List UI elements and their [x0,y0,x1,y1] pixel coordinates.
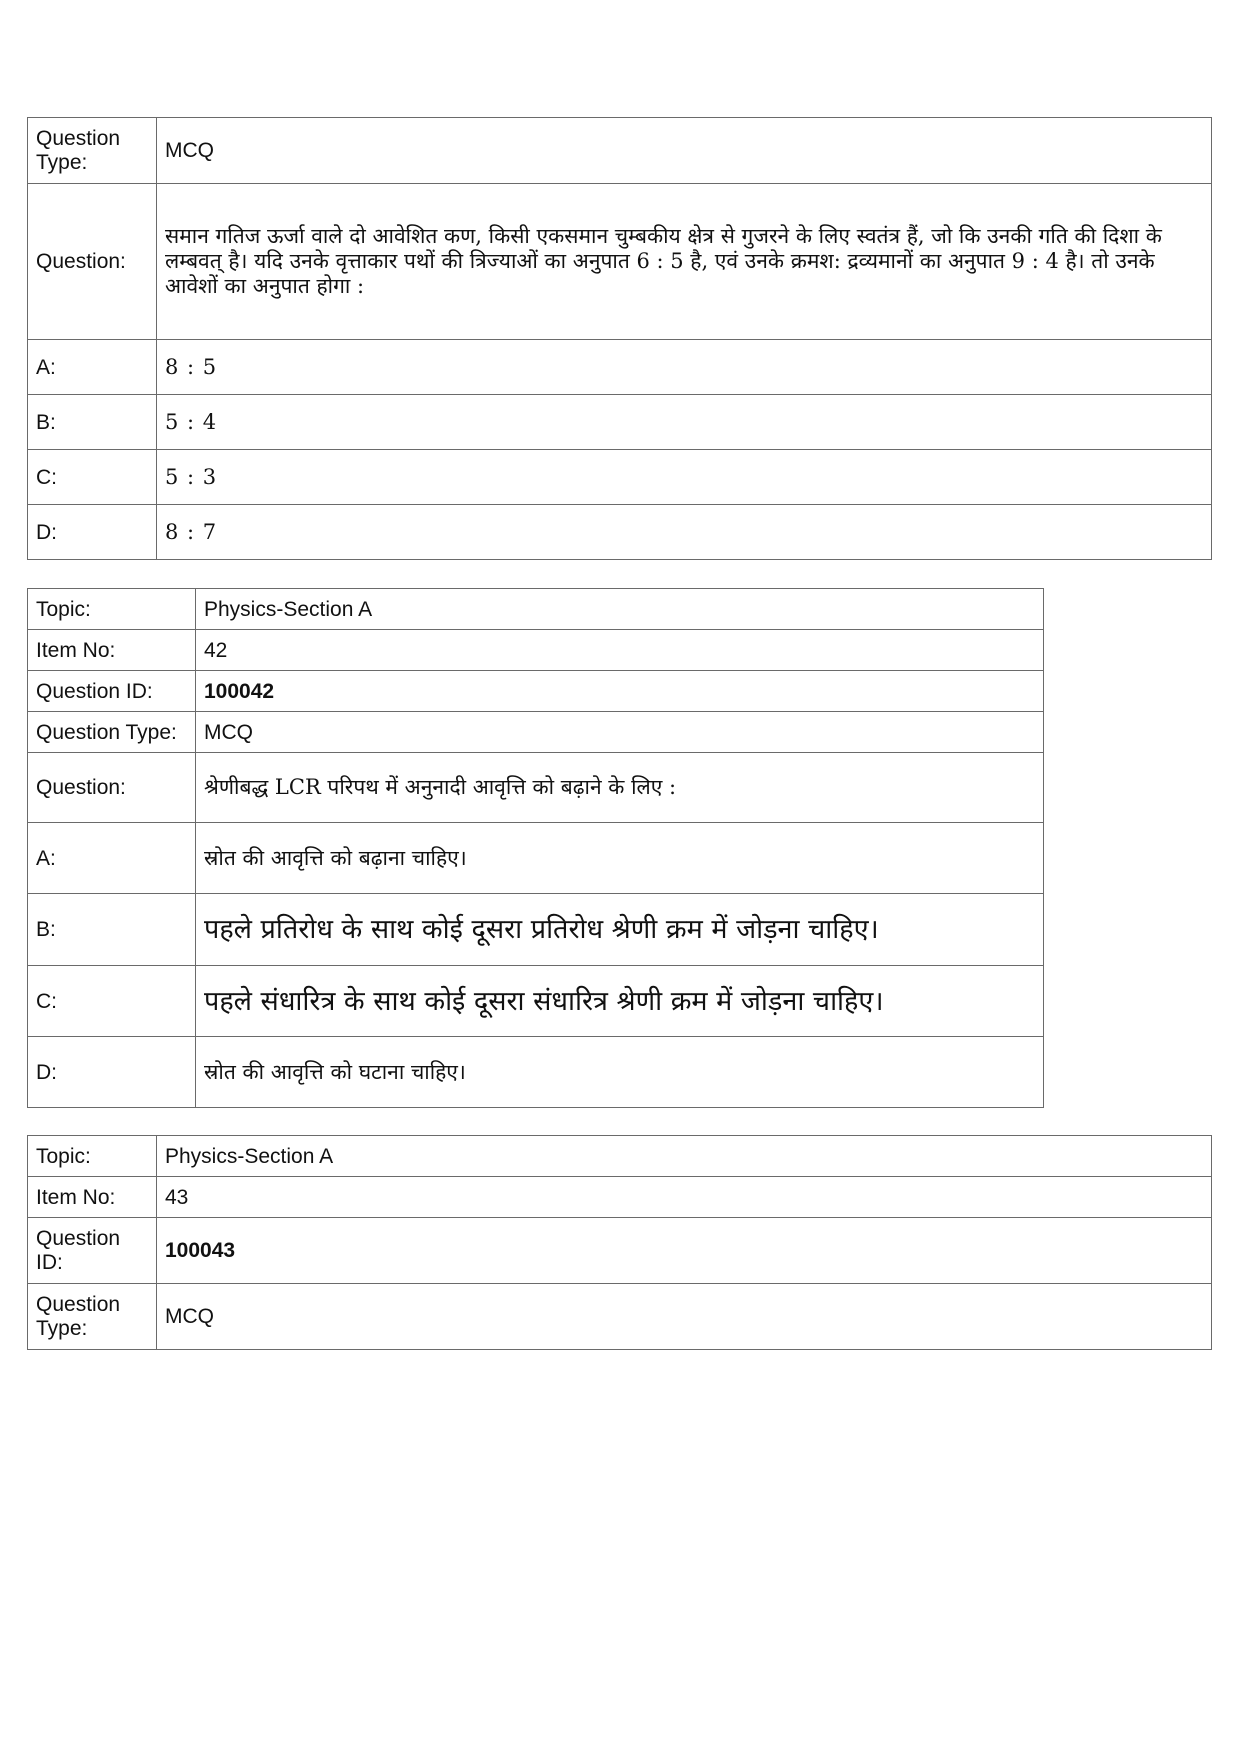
option-row-b [28,395,1212,450]
question-id-row [28,671,1044,712]
item-no-label: Item No: [28,1177,157,1218]
topic-label: Topic: [28,589,196,630]
question-row [28,753,1044,823]
question-text: समान गतिज ऊर्जा वाले दो आवेशित कण, किसी एकसमान चुम्बकीय क्षेत्र से गुजरने के लिए स्वतंत्र हैं, जो कि उनकी गति की दिशा के लम्बवत् है। यदि उनके वृत्ताकार पथों की त्रिज्याओं का अनुपात 6 : 5 है, एवं उनके क्रमश: द्रव्यमानों का अनुपात 9 : 4 है। तो उनके आवेशों का अनुपात होगा : [157,184,1212,340]
option-a-text: स्रोत की आवृत्ति को बढ़ाना चाहिए। [196,823,1044,894]
question-id-value: 100042 [196,671,1044,712]
question-type-value: MCQ [157,1284,1212,1350]
option-c-text: पहले संधारित्र के साथ कोई दूसरा संधारित्र श्रेणी क्रम में जोड़ना चाहिए। [196,966,1044,1037]
question-row [28,184,1212,340]
question-id-value: 100043 [157,1218,1212,1284]
topic-label: Topic: [28,1136,157,1177]
option-c-label: C: [28,450,157,505]
option-row-c [28,966,1044,1037]
question-id-row [28,1218,1212,1284]
option-row-c [28,450,1212,505]
option-b-text: 5 : 4 [157,395,1212,450]
question-table-41 [27,117,1212,560]
option-row-d [28,1037,1044,1108]
question-type-label: Question Type: [28,712,196,753]
topic-value: Physics-Section A [196,589,1044,630]
question-type-value: MCQ [157,118,1212,184]
topic-row [28,1136,1212,1177]
question-type-row [28,1284,1212,1350]
option-d-text: स्रोत की आवृत्ति को घटाना चाहिए। [196,1037,1044,1108]
option-a-label: A: [28,340,157,395]
question-type-row [28,118,1212,184]
option-row-b [28,894,1044,966]
topic-row [28,589,1044,630]
question-text: श्रेणीबद्ध LCR परिपथ में अनुनादी आवृत्ति को बढ़ाने के लिए : [196,753,1044,823]
option-row-d [28,505,1212,560]
question-table-42 [27,588,1044,1108]
question-type-value: MCQ [196,712,1044,753]
question-type-label: Question Type: [28,118,157,184]
option-a-text: 8 : 5 [157,340,1212,395]
question-id-label: Question ID: [28,671,196,712]
option-d-text: 8 : 7 [157,505,1212,560]
option-c-label: C: [28,966,196,1037]
item-no-label: Item No: [28,630,196,671]
option-b-label: B: [28,395,157,450]
option-row-a [28,823,1044,894]
option-c-text: 5 : 3 [157,450,1212,505]
option-b-text: पहले प्रतिरोध के साथ कोई दूसरा प्रतिरोध श्रेणी क्रम में जोड़ना चाहिए। [196,894,1044,966]
option-row-a [28,340,1212,395]
question-type-row [28,712,1044,753]
item-no-value: 43 [157,1177,1212,1218]
item-no-row [28,630,1044,671]
question-label: Question: [28,184,157,340]
option-a-label: A: [28,823,196,894]
item-no-value: 42 [196,630,1044,671]
option-d-label: D: [28,505,157,560]
option-b-label: B: [28,894,196,966]
question-table-43 [27,1135,1212,1350]
question-type-label: Question Type: [28,1284,157,1350]
question-label: Question: [28,753,196,823]
option-d-label: D: [28,1037,196,1108]
question-id-label: Question ID: [28,1218,157,1284]
item-no-row [28,1177,1212,1218]
topic-value: Physics-Section A [157,1136,1212,1177]
